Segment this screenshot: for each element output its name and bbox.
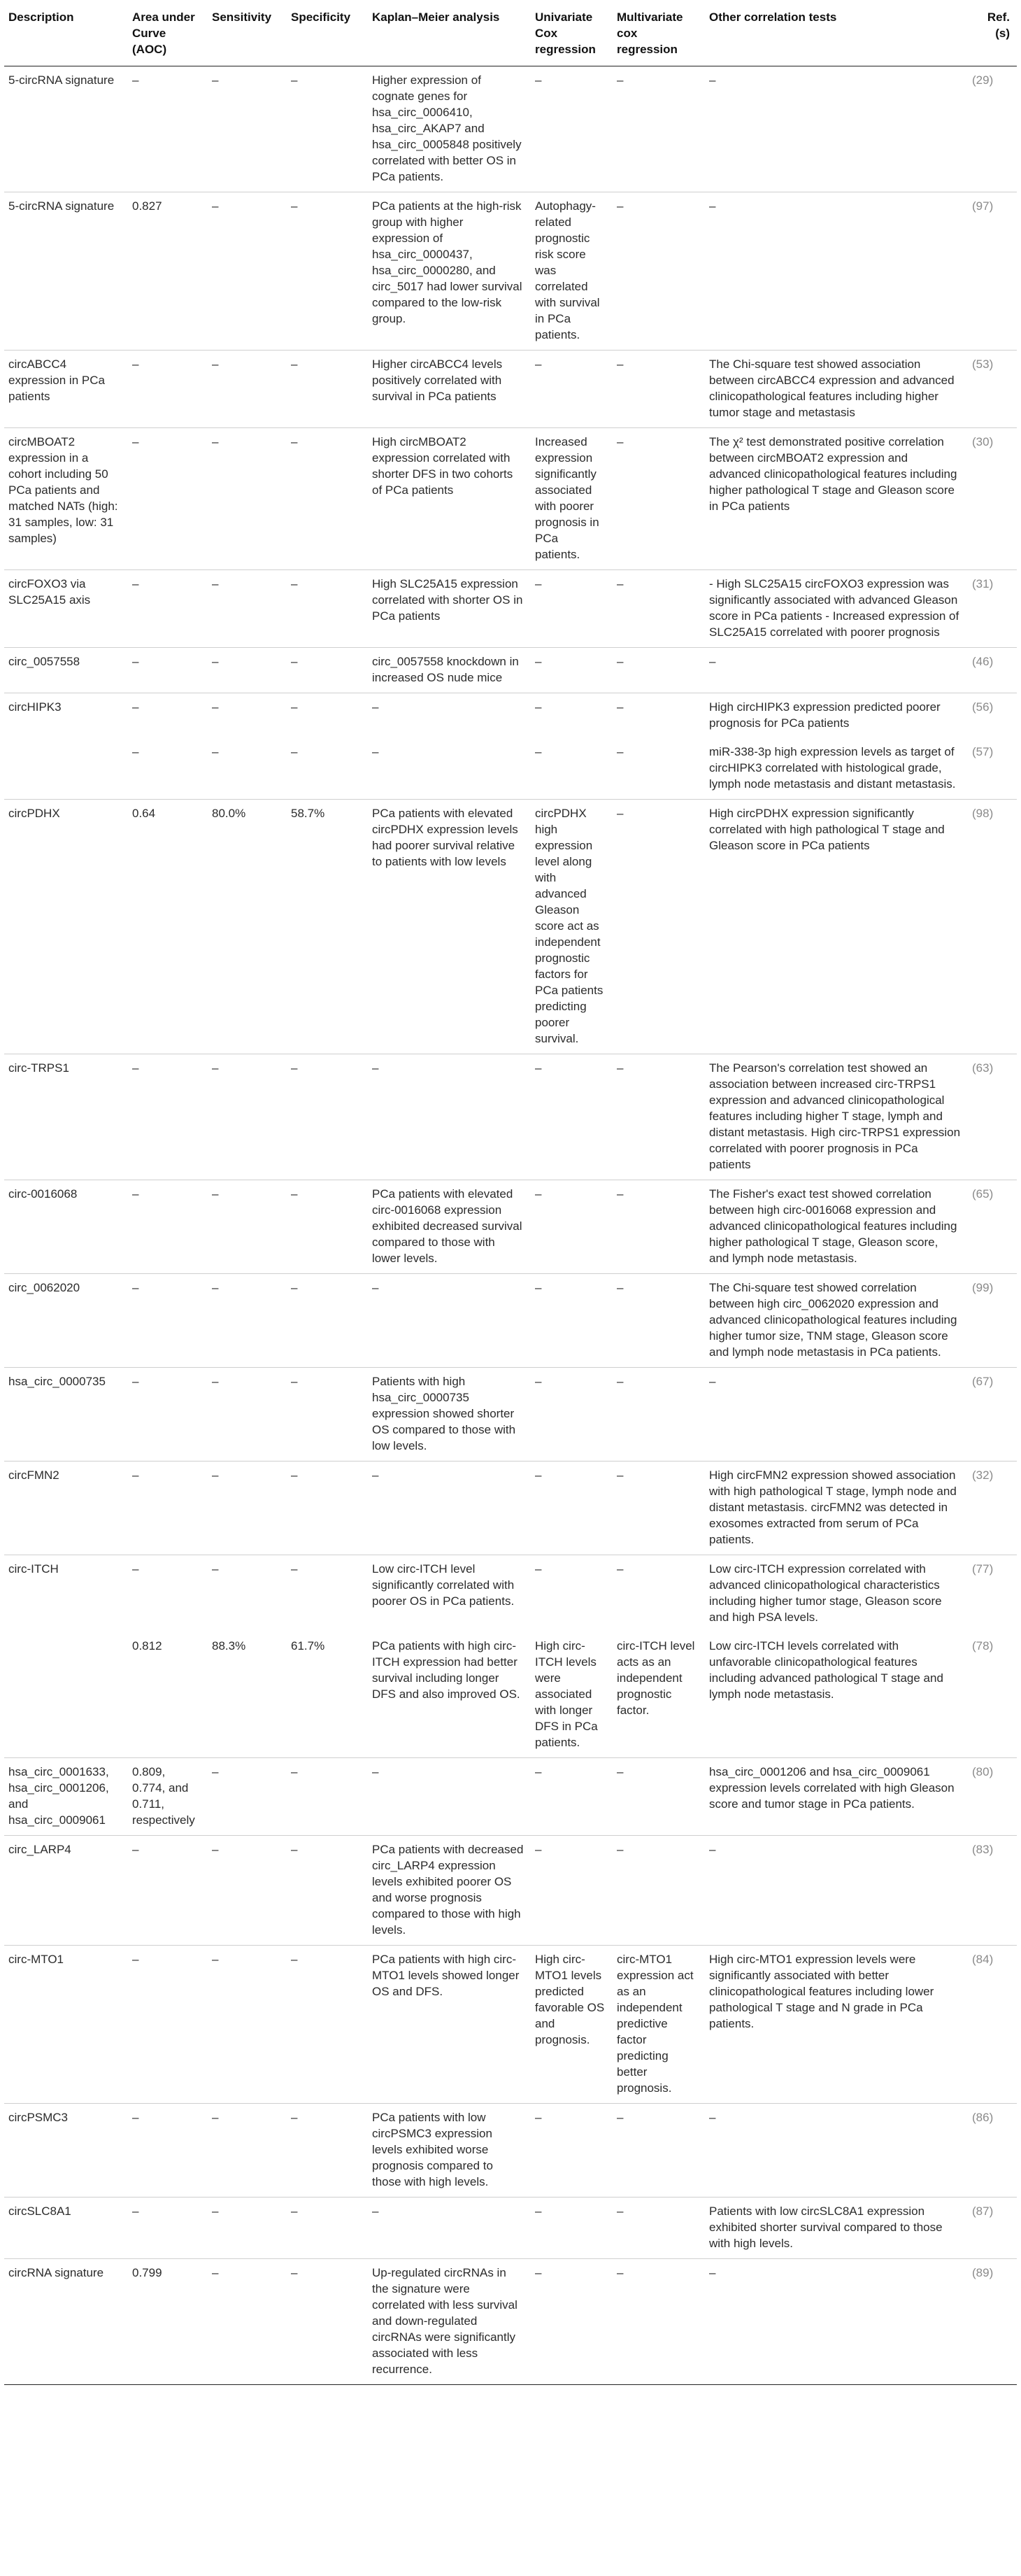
cell-sensitivity: – <box>212 1469 219 1482</box>
cell-multivariate-cox: – <box>617 745 624 758</box>
cell-sensitivity: – <box>212 2205 219 2218</box>
cell-kaplan-meier: PCa patients with elevated circPDHX expression levels had poorer survival relative to patients with low levels <box>372 807 518 868</box>
cell-kaplan-meier: PCa patients at the high-risk group with higher expression of hsa_circ_0000437, hsa_circ_0000280, and circ_5017 had lower survival compared to the low-risk group. <box>372 199 522 325</box>
cell-other-tests: The Chi-square test showed correlation between high circ_0062020 expression and advanced clinicopathological features including higher tumor size, TNM stage, Gleason score and lymph node metastasis in PCa patients. <box>709 1281 957 1359</box>
cell-sensitivity: – <box>212 2111 219 2124</box>
table-row <box>4 800 1017 1054</box>
cell-ref: (78) <box>972 1639 994 1653</box>
cell-auc: 0.809, 0.774, and 0.711, respectively <box>132 1765 195 1827</box>
cell-univariate-cox: Increased expression significantly associated with poorer prognosis in PCa patients. <box>535 435 599 561</box>
cell-specificity: – <box>291 1469 298 1482</box>
cell-description <box>4 738 128 800</box>
cell-specificity: – <box>291 2266 298 2279</box>
cell-auc: – <box>132 655 139 668</box>
cell-univariate-cox: – <box>535 1562 542 1576</box>
cell-multivariate-cox: – <box>617 435 624 448</box>
cell-auc: – <box>132 1187 139 1201</box>
cell-description: circ-0016068 <box>8 1187 78 1201</box>
cell-other-tests: High circ-MTO1 expression levels were significantly associated with better clinicopathological features including lower pathological T stage and N grade in PCa patients. <box>709 1953 934 2030</box>
table-body <box>4 66 1017 2385</box>
cell-ref: (97) <box>972 199 994 213</box>
cell-univariate-cox: – <box>535 700 542 714</box>
header-row <box>4 3 1017 66</box>
cell-sensitivity: – <box>212 1187 219 1201</box>
cell-description: circ-ITCH <box>8 1562 59 1576</box>
cell-univariate-cox: Autophagy-related prognostic risk score was correlated with survival in PCa patients. <box>535 199 600 341</box>
cell-multivariate-cox: – <box>617 1187 624 1201</box>
cell-univariate-cox: – <box>535 73 542 87</box>
table-row <box>4 1274 1017 1368</box>
cell-description: circPSMC3 <box>8 2111 69 2124</box>
cell-auc: 0.827 <box>132 199 162 213</box>
cell-ref: (86) <box>972 2111 994 2124</box>
cell-other-tests: The Chi-square test showed association between circABCC4 expression and advanced clinicopathological features including higher tumor stage and metastasis <box>709 358 955 419</box>
cell-description: 5-circRNA signature <box>8 199 115 213</box>
cell-specificity: – <box>291 1281 298 1294</box>
cell-description: 5-circRNA signature <box>8 73 115 87</box>
cell-kaplan-meier: PCa patients with high circ-ITCH expression had better survival including longer DFS and also improved OS. <box>372 1639 520 1701</box>
cell-ref: (65) <box>972 1187 994 1201</box>
cell-sensitivity: 80.0% <box>212 807 246 820</box>
header-kaplan-meier: Kaplan–Meier analysis <box>372 10 500 24</box>
cell-other-tests: - High SLC25A15 circFOXO3 expression was significantly associated with advanced Gleason score in PCa patients - Increased expression of SLC25A15 correlated with poorer prognosis <box>709 577 959 639</box>
cell-other-tests: – <box>709 1375 716 1388</box>
cell-auc: – <box>132 1281 139 1294</box>
cell-ref: (77) <box>972 1562 994 1576</box>
cell-sensitivity: – <box>212 199 219 213</box>
cell-kaplan-meier: – <box>372 1281 379 1294</box>
cell-univariate-cox: – <box>535 2266 542 2279</box>
cell-sensitivity: – <box>212 1953 219 1966</box>
cell-univariate-cox: – <box>535 577 542 590</box>
cell-description: circSLC8A1 <box>8 2205 71 2218</box>
table-row <box>4 1462 1017 1555</box>
cell-multivariate-cox: – <box>617 2266 624 2279</box>
cell-specificity: – <box>291 577 298 590</box>
cell-ref: (57) <box>972 745 994 758</box>
cell-specificity: – <box>291 700 298 714</box>
table-row <box>4 693 1017 739</box>
cell-ref: (29) <box>972 73 994 87</box>
cell-kaplan-meier: High SLC25A15 expression correlated with shorter OS in PCa patients <box>372 577 523 623</box>
header-multivariate-cox: Multivariate cox regression <box>617 10 683 56</box>
cell-other-tests: High circHIPK3 expression predicted poorer prognosis for PCa patients <box>709 700 941 730</box>
table-row <box>4 192 1017 351</box>
header-sensitivity: Sensitivity <box>212 10 272 24</box>
table-row <box>4 351 1017 428</box>
cell-kaplan-meier: Higher expression of cognate genes for hsa_circ_0006410, hsa_circ_AKAP7 and hsa_circ_0005848 positively correlated with better OS in PCa patients. <box>372 73 522 183</box>
cell-description: circFMN2 <box>8 1469 59 1482</box>
cell-auc: – <box>132 1469 139 1482</box>
cell-multivariate-cox: – <box>617 1469 624 1482</box>
cell-multivariate-cox: – <box>617 1765 624 1778</box>
cell-ref: (56) <box>972 700 994 714</box>
cell-description: circFOXO3 via SLC25A15 axis <box>8 577 91 607</box>
cell-specificity: – <box>291 2205 298 2218</box>
cell-ref: (83) <box>972 1843 994 1856</box>
correlation-table <box>4 3 1017 2385</box>
cell-multivariate-cox: – <box>617 1843 624 1856</box>
cell-kaplan-meier: – <box>372 745 379 758</box>
cell-multivariate-cox: – <box>617 1061 624 1075</box>
cell-auc: – <box>132 1061 139 1075</box>
cell-other-tests: Low circ-ITCH expression correlated with advanced clinicopathological characteristics including higher tumor stage, Gleason score and high PSA levels. <box>709 1562 942 1624</box>
cell-auc: – <box>132 1375 139 1388</box>
cell-auc: – <box>132 1562 139 1576</box>
cell-ref: (63) <box>972 1061 994 1075</box>
cell-auc: – <box>132 2111 139 2124</box>
cell-univariate-cox: – <box>535 1061 542 1075</box>
cell-univariate-cox: – <box>535 1843 542 1856</box>
cell-sensitivity: – <box>212 1061 219 1075</box>
table-row <box>4 1555 1017 1633</box>
cell-univariate-cox: High circ-MTO1 levels predicted favorable OS and prognosis. <box>535 1953 605 2046</box>
cell-ref: (98) <box>972 807 994 820</box>
table-row <box>4 428 1017 570</box>
cell-univariate-cox: – <box>535 1187 542 1201</box>
cell-ref: (32) <box>972 1469 994 1482</box>
cell-kaplan-meier: Up-regulated circRNAs in the signature were correlated with less survival and down-regulated circRNAs were significantly associated with less recurrence. <box>372 2266 517 2376</box>
table-row <box>4 66 1017 192</box>
cell-univariate-cox: High circ-ITCH levels were associated with longer DFS in PCa patients. <box>535 1639 598 1749</box>
cell-sensitivity: 88.3% <box>212 1639 246 1653</box>
cell-univariate-cox: – <box>535 1469 542 1482</box>
cell-description: circRNA signature <box>8 2266 104 2279</box>
cell-univariate-cox: – <box>535 1765 542 1778</box>
cell-auc: – <box>132 435 139 448</box>
cell-other-tests: – <box>709 655 716 668</box>
cell-sensitivity: – <box>212 73 219 87</box>
cell-multivariate-cox: circ-ITCH level acts as an independent prognostic factor. <box>617 1639 695 1717</box>
header-auc: Area under Curve (AOC) <box>132 10 195 56</box>
cell-description: circ-TRPS1 <box>8 1061 69 1075</box>
cell-sensitivity: – <box>212 435 219 448</box>
cell-other-tests: miR-338-3p high expression levels as target of circHIPK3 correlated with histological grade, lymph node metastasis and distant metastasis. <box>709 745 956 791</box>
cell-sensitivity: – <box>212 1765 219 1778</box>
cell-univariate-cox: – <box>535 1281 542 1294</box>
cell-auc: – <box>132 1953 139 1966</box>
cell-sensitivity: – <box>212 745 219 758</box>
cell-ref: (89) <box>972 2266 994 2279</box>
cell-description <box>4 1632 128 1758</box>
cell-specificity: – <box>291 1843 298 1856</box>
cell-ref: (87) <box>972 2205 994 2218</box>
cell-auc: – <box>132 1843 139 1856</box>
cell-kaplan-meier: PCa patients with high circ-MTO1 levels showed longer OS and DFS. <box>372 1953 520 1998</box>
table-row <box>4 1368 1017 1462</box>
cell-other-tests: – <box>709 2111 716 2124</box>
cell-multivariate-cox: – <box>617 1562 624 1576</box>
cell-univariate-cox: – <box>535 1375 542 1388</box>
cell-specificity: – <box>291 199 298 213</box>
cell-other-tests: – <box>709 73 716 87</box>
cell-ref: (99) <box>972 1281 994 1294</box>
cell-kaplan-meier: – <box>372 2205 379 2218</box>
cell-specificity: – <box>291 358 298 371</box>
cell-other-tests: – <box>709 1843 716 1856</box>
cell-other-tests: High circPDHX expression significantly correlated with high pathological T stage and Gleason score in PCa patients <box>709 807 945 852</box>
cell-other-tests: – <box>709 199 716 213</box>
cell-multivariate-cox: circ-MTO1 expression act as an independent predictive factor predicting better prognosis. <box>617 1953 694 2095</box>
cell-multivariate-cox: – <box>617 700 624 714</box>
header-specificity: Specificity <box>291 10 351 24</box>
cell-auc: 0.64 <box>132 807 156 820</box>
table-row <box>4 2259 1017 2385</box>
cell-multivariate-cox: – <box>617 199 624 213</box>
cell-kaplan-meier: High circMBOAT2 expression correlated with shorter DFS in two cohorts of PCa patients <box>372 435 513 497</box>
table-row <box>4 648 1017 693</box>
cell-other-tests: – <box>709 2266 716 2279</box>
cell-sensitivity: – <box>212 1843 219 1856</box>
cell-kaplan-meier: PCa patients with decreased circ_LARP4 expression levels exhibited poorer OS and worse prognosis compared to those with high levels. <box>372 1843 524 1937</box>
table-row <box>4 1758 1017 1836</box>
cell-kaplan-meier: circ_0057558 knockdown in increased OS nude mice <box>372 655 519 684</box>
cell-auc: 0.812 <box>132 1639 162 1653</box>
cell-multivariate-cox: – <box>617 1281 624 1294</box>
table-row <box>4 1632 1017 1758</box>
cell-ref: (67) <box>972 1375 994 1388</box>
cell-description: circ_0057558 <box>8 655 80 668</box>
table-row <box>4 738 1017 800</box>
table-row <box>4 2198 1017 2259</box>
table-row <box>4 1180 1017 1274</box>
cell-kaplan-meier: Low circ-ITCH level significantly correlated with poorer OS in PCa patients. <box>372 1562 515 1608</box>
cell-description: circ-MTO1 <box>8 1953 64 1966</box>
cell-ref: (30) <box>972 435 994 448</box>
cell-multivariate-cox: – <box>617 807 624 820</box>
cell-ref: (53) <box>972 358 994 371</box>
cell-univariate-cox: – <box>535 745 542 758</box>
cell-specificity: – <box>291 1061 298 1075</box>
cell-sensitivity: – <box>212 1375 219 1388</box>
cell-ref: (84) <box>972 1953 994 1966</box>
table-row <box>4 1836 1017 1946</box>
cell-kaplan-meier: – <box>372 700 379 714</box>
cell-other-tests: hsa_circ_0001206 and hsa_circ_0009061 expression levels correlated with high Gleason score and tumor stage in PCa patients. <box>709 1765 955 1811</box>
cell-sensitivity: – <box>212 655 219 668</box>
cell-other-tests: High circFMN2 expression showed association with high pathological T stage, lymph node and distant metastasis. circFMN2 was detected in exosomes extracted from serum of PCa patients. <box>709 1469 957 1546</box>
cell-auc: – <box>132 745 139 758</box>
cell-kaplan-meier: – <box>372 1061 379 1075</box>
cell-kaplan-meier: – <box>372 1469 379 1482</box>
cell-multivariate-cox: – <box>617 73 624 87</box>
header-ref: Ref. (s) <box>987 10 1010 40</box>
cell-other-tests: The Pearson's correlation test showed an association between increased circ-TRPS1 expression and advanced clinicopathological features including higher T stage, lymph and distant metastasis. High circ-TRPS1 expression correlated with poorer prognosis in PCa patients <box>709 1061 961 1171</box>
cell-specificity: – <box>291 2111 298 2124</box>
header-univariate-cox: Univariate Cox regression <box>535 10 596 56</box>
cell-specificity: – <box>291 1187 298 1201</box>
cell-specificity: – <box>291 655 298 668</box>
cell-description: circ_0062020 <box>8 1281 80 1294</box>
cell-ref: (80) <box>972 1765 994 1778</box>
cell-description: hsa_circ_0000735 <box>8 1375 106 1388</box>
cell-kaplan-meier: PCa patients with elevated circ-0016068 expression exhibited decreased survival compared to those with lower levels. <box>372 1187 522 1265</box>
cell-auc: – <box>132 358 139 371</box>
cell-sensitivity: – <box>212 1281 219 1294</box>
header-description: Description <box>8 10 74 24</box>
cell-univariate-cox: – <box>535 2205 542 2218</box>
cell-multivariate-cox: – <box>617 2205 624 2218</box>
cell-kaplan-meier: Patients with high hsa_circ_0000735 expression showed shorter OS compared to those with low levels. <box>372 1375 516 1452</box>
cell-specificity: 61.7% <box>291 1639 325 1653</box>
cell-auc: 0.799 <box>132 2266 162 2279</box>
cell-auc: – <box>132 73 139 87</box>
cell-specificity: – <box>291 1953 298 1966</box>
cell-other-tests: Low circ-ITCH levels correlated with unfavorable clinicopathological features including advanced pathological T stage and lymph node metastasis. <box>709 1639 943 1701</box>
cell-description: circ_LARP4 <box>8 1843 71 1856</box>
cell-multivariate-cox: – <box>617 2111 624 2124</box>
cell-other-tests: The Fisher's exact test showed correlation between high circ-0016068 expression and advanced clinicopathological features including higher pathological T stage, Gleason score, and lymph node metastasis. <box>709 1187 957 1265</box>
cell-sensitivity: – <box>212 577 219 590</box>
cell-kaplan-meier: – <box>372 1765 379 1778</box>
cell-univariate-cox: – <box>535 358 542 371</box>
table-row <box>4 1054 1017 1180</box>
cell-ref: (46) <box>972 655 994 668</box>
cell-description: hsa_circ_0001633, hsa_circ_0001206, and hsa_circ_0009061 <box>8 1765 109 1827</box>
cell-description: circMBOAT2 expression in a cohort including 50 PCa patients and matched NATs (high: 31 samples, low: 31 samples) <box>8 435 118 545</box>
table-row <box>4 1946 1017 2104</box>
cell-specificity: – <box>291 1375 298 1388</box>
cell-description: circHIPK3 <box>8 700 62 714</box>
cell-kaplan-meier: PCa patients with low circPSMC3 expression levels exhibited worse prognosis compared to those with high levels. <box>372 2111 493 2188</box>
cell-sensitivity: – <box>212 1562 219 1576</box>
cell-multivariate-cox: – <box>617 358 624 371</box>
cell-specificity: – <box>291 73 298 87</box>
cell-other-tests: The χ² test demonstrated positive correlation between circMBOAT2 expression and advanced clinicopathological features including higher pathological T stage and Gleason score in PCa patients <box>709 435 957 513</box>
cell-auc: – <box>132 577 139 590</box>
cell-multivariate-cox: – <box>617 1375 624 1388</box>
cell-sensitivity: – <box>212 358 219 371</box>
table-header <box>4 3 1017 66</box>
cell-auc: – <box>132 2205 139 2218</box>
cell-other-tests: Patients with low circSLC8A1 expression exhibited shorter survival compared to those with high levels. <box>709 2205 943 2250</box>
cell-sensitivity: – <box>212 2266 219 2279</box>
cell-univariate-cox: – <box>535 655 542 668</box>
cell-specificity: – <box>291 1562 298 1576</box>
cell-multivariate-cox: – <box>617 655 624 668</box>
cell-auc: – <box>132 700 139 714</box>
cell-specificity: – <box>291 435 298 448</box>
cell-ref: (31) <box>972 577 994 590</box>
cell-kaplan-meier: Higher circABCC4 levels positively correlated with survival in PCa patients <box>372 358 503 403</box>
table-row <box>4 570 1017 648</box>
header-other-tests: Other correlation tests <box>709 10 837 24</box>
cell-description: circPDHX <box>8 807 60 820</box>
cell-univariate-cox: – <box>535 2111 542 2124</box>
cell-specificity: – <box>291 745 298 758</box>
cell-specificity: 58.7% <box>291 807 325 820</box>
cell-univariate-cox: circPDHX high expression level along with advanced Gleason score act as independent prognostic factors for PCa patients predicting poorer survival. <box>535 807 604 1045</box>
cell-multivariate-cox: – <box>617 577 624 590</box>
table-row <box>4 2104 1017 2198</box>
cell-description: circABCC4 expression in PCa patients <box>8 358 105 403</box>
cell-specificity: – <box>291 1765 298 1778</box>
cell-sensitivity: – <box>212 700 219 714</box>
